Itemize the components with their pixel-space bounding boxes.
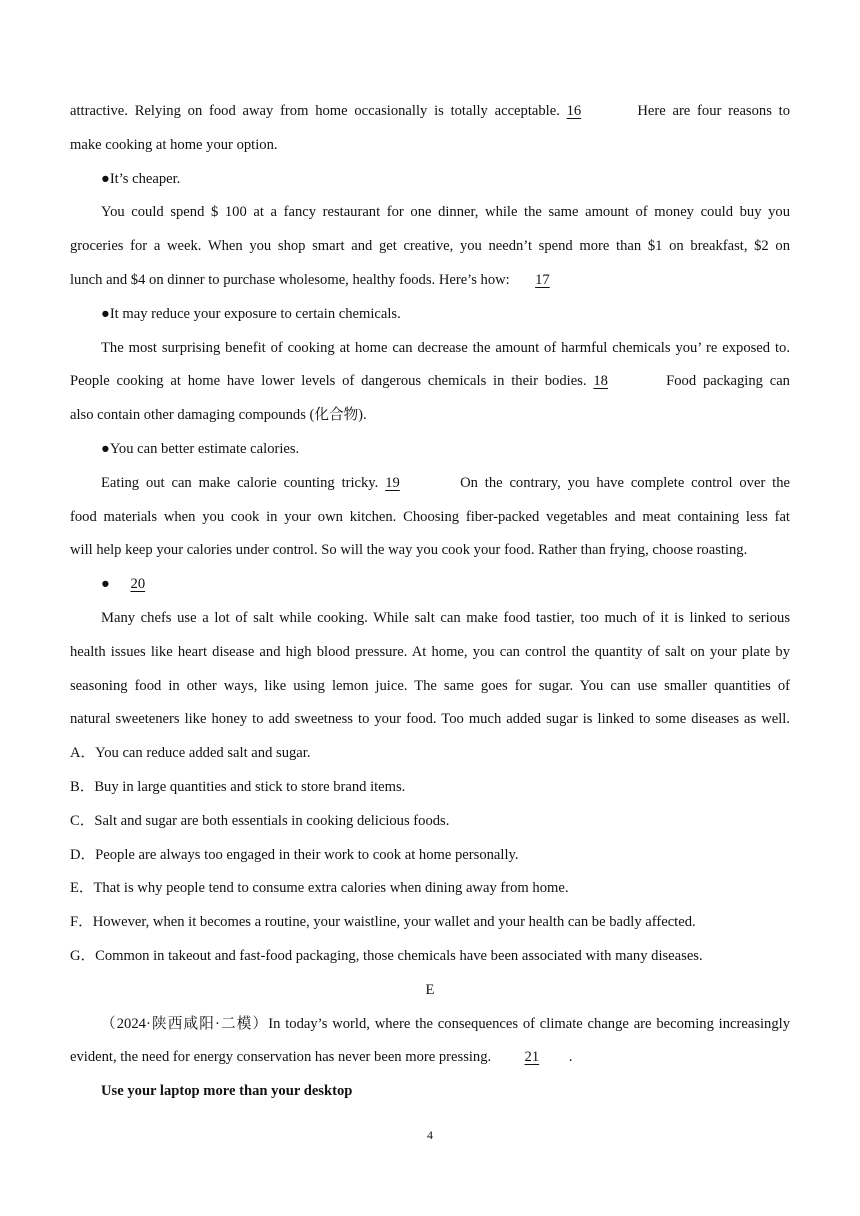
paragraph-line: （2024·陕西咸阳·二模）In today’s world, where the consequences of climate change are becoming increasingly (101, 1015, 790, 1032)
option-f: F．However, when it becomes a routine, your waistline, your wallet and your health can be badly affected. (70, 914, 696, 931)
option-d: D．People are always too engaged in their work to cook at home personally. (70, 846, 519, 863)
paragraph-line: health issues like heart disease and high blood pressure. At home, you can control the quantity of salt on your plate by (70, 643, 790, 660)
section-heading-chemicals: ●It may reduce your exposure to certain chemicals. (101, 305, 401, 322)
text-span: . (568, 1049, 573, 1066)
paragraph-line: Many chefs use a lot of salt while cooking. While salt can make food tastier, too much of it is linked to serious (101, 609, 790, 626)
option-e: E．That is why people tend to consume extra calories when dining away from home. (70, 880, 569, 897)
answer-blank-20: 20 (130, 576, 146, 593)
answer-blank-16: 16 (566, 103, 582, 119)
paragraph-line: groceries for a week. When you shop smart and get creative, you needn’t spend more than $1 on breakfast, $2 on (70, 238, 790, 255)
text-span: Eating out can make calorie counting tricky. (101, 474, 379, 491)
paragraph-line: seasoning food in other ways, like using lemon juice. The same goes for sugar. You can use smaller quantities of (70, 677, 790, 694)
option-b: B．Buy in large quantities and stick to store brand items. (70, 778, 406, 795)
paragraph-line: make cooking at home your option. (70, 136, 278, 153)
text-span: Food packaging can (666, 373, 790, 390)
paragraph-line (70, 264, 790, 298)
paragraph-line: also contain other damaging compounds (化合物). (70, 407, 367, 424)
page-number: 4 (427, 1128, 433, 1142)
option-a: A．You can reduce added salt and sugar. (70, 745, 311, 762)
text-span: Here are four reasons to (637, 103, 790, 119)
bullet-icon: ● (101, 576, 110, 593)
option-c: C．Salt and sugar are both essentials in cooking delicious foods. (70, 812, 450, 829)
paragraph-line: The most surprising benefit of cooking at home can decrease the amount of harmful chemicals you’ re exposed to. (101, 339, 790, 356)
text-span: evident, the need for energy conservation has never been more pressing. (70, 1049, 492, 1066)
paragraph-line (70, 1041, 790, 1075)
paragraph-line (70, 95, 790, 129)
paragraph-line (70, 365, 790, 399)
paragraph-line: food materials when you cook in your own kitchen. Choosing fiber-packed vegetables and meat containing less fat (70, 508, 790, 525)
answer-blank-17: 17 (535, 271, 550, 288)
subheading: Use your laptop more than your desktop (101, 1083, 353, 1100)
paragraph-line: You could spend $ 100 at a fancy restaurant for one dinner, while the same amount of money could buy you (101, 204, 790, 221)
answer-blank-18: 18 (593, 373, 608, 390)
option-g: G．Common in takeout and fast-food packaging, those chemicals have been associated with many diseases. (70, 947, 703, 964)
paragraph-line: will help keep your calories under control. So will the way you cook your food. Rather than frying, choose roasting. (70, 542, 748, 559)
answer-blank-19: 19 (385, 474, 400, 491)
answer-blank-21: 21 (524, 1049, 540, 1066)
section-heading-blank-20 (70, 568, 790, 602)
text-span: lunch and $4 on dinner to purchase wholesome, healthy foods. Here’s how: (70, 271, 510, 288)
text-span: On the contrary, you have complete control over the (460, 474, 790, 491)
document-body (70, 95, 790, 1109)
text-span: attractive. Relying on food away from home occasionally is totally acceptable. (70, 103, 560, 119)
section-heading-calories: ●You can better estimate calories. (101, 440, 300, 457)
text-span: People cooking at home have lower levels of dangerous chemicals in their bodies. (70, 373, 587, 390)
section-heading-cheaper: ●It’s cheaper. (101, 170, 181, 187)
paragraph-line: natural sweeteners like honey to add sweetness to your food. Too much added sugar is linked to some diseases as well. (70, 711, 790, 728)
section-letter: E (425, 981, 435, 998)
paragraph-line (70, 467, 790, 501)
